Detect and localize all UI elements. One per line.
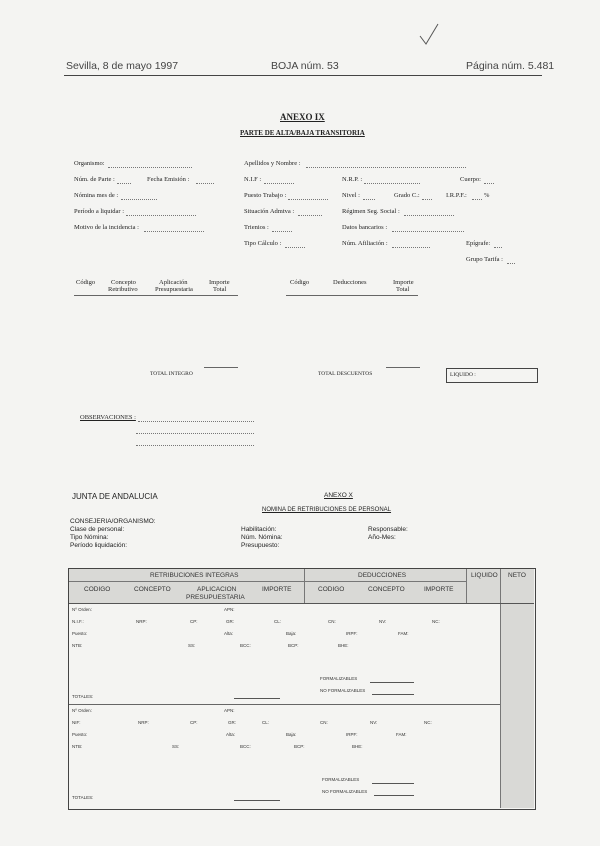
b2-ntb: NTB:: [72, 744, 83, 749]
b1-puesto: Puesto:: [72, 631, 88, 636]
field-epigrafe: Epígrafe:: [466, 240, 491, 247]
b2-fam: FAM:: [396, 732, 407, 737]
b2-nv: NV:: [370, 720, 378, 725]
b1-cn: CN:: [328, 619, 336, 624]
anexo10-field-habilitacion: Habilitación:: [241, 526, 277, 533]
b2-cn: CN:: [320, 720, 328, 725]
field-nif: N.I.F :: [244, 176, 262, 183]
field-irpf: I.R.P.F.:: [446, 192, 467, 199]
anexo10-field-num-nomina: Núm. Nómina:: [241, 534, 283, 541]
header-rule: [64, 75, 542, 76]
field-fecha-emision: Fecha Emisión :: [147, 176, 190, 183]
field-irpf-pct: %: [484, 192, 490, 199]
b1-fam: FAM:: [398, 631, 409, 636]
col-x-ded-importe: IMPORTE: [424, 586, 454, 593]
col-x-concepto: CONCEPTO: [134, 586, 171, 593]
field-nomina-mes: Nómina mes de :: [74, 192, 119, 199]
b1-gr: GR:: [226, 619, 235, 624]
b2-bcp: BCP:: [294, 744, 305, 749]
b1-bhe: BHE:: [338, 643, 349, 648]
col-ded-importe: Importe: [393, 279, 414, 286]
field-cuerpo: Cuerpo:: [460, 176, 481, 183]
anexo10-title: ANEXO X: [324, 492, 353, 499]
col-aplicacion-2: Presupuestaria: [155, 286, 193, 293]
col-concepto: Concepto: [111, 279, 136, 286]
check-mark-scribble: [418, 22, 440, 48]
b2-ss: SS:: [172, 744, 180, 749]
anexo10-field-periodo: Período liquidación:: [70, 542, 128, 549]
group-deducciones: DEDUCCIONES: [358, 572, 407, 579]
b1-alta: Alta:: [224, 631, 234, 636]
anexo10-subtitle: NOMINA DE RETRIBUCIONES DE PERSONAL: [262, 507, 392, 513]
b1-bcc: BCC:: [240, 643, 251, 648]
b2-nif: NIF:: [72, 720, 81, 725]
field-tipo-calculo: Tipo Cálculo :: [244, 240, 282, 247]
field-trienios: Trienios :: [244, 224, 269, 231]
field-organismo: Organismo:: [74, 160, 105, 167]
b2-gr: GR:: [228, 720, 237, 725]
field-puesto: Puesto Trabajo :: [244, 192, 287, 199]
col-importe-2: Total: [213, 286, 227, 293]
b2-bhe: BHE:: [352, 744, 363, 749]
b1-irpf: IRPF:: [346, 631, 358, 636]
b1-formalizables: FORMALIZABLES: [320, 676, 358, 681]
field-num-parte: Núm. de Parte :: [74, 176, 115, 183]
anexo10-field-tipo-nomina: Tipo Nómina:: [70, 534, 109, 541]
col-concepto-2: Retributivo: [108, 286, 138, 293]
b1-baja: Baja:: [286, 631, 297, 636]
col-ded-importe-2: Total: [396, 286, 410, 293]
b1-totales: TOTALES:: [72, 694, 94, 699]
b2-cp: CP:: [190, 720, 198, 725]
field-regimen: Régimen Seg. Social :: [342, 208, 400, 215]
field-nivel: Nivel :: [342, 192, 360, 199]
col-x-ded-concepto: CONCEPTO: [368, 586, 405, 593]
b2-bcc: BCC:: [240, 744, 251, 749]
b2-puesto: Puesto:: [72, 732, 88, 737]
field-datos-bancarios: Datos bancarios :: [342, 224, 388, 231]
b2-totales: TOTALES:: [72, 795, 94, 800]
b2-nrp: NRP:: [138, 720, 149, 725]
group-retribuciones: RETRIBUCIONES INTEGRAS: [150, 572, 239, 579]
b1-nif: N.I.F.:: [72, 619, 84, 624]
anexo10-field-clase: Clase de personal:: [70, 526, 125, 533]
anexo9-title: ANEXO IX: [280, 112, 325, 122]
anexo10-field-presupuesto: Presupuesto:: [241, 542, 280, 549]
col-x-ded-codigo: CODIGO: [318, 586, 345, 593]
col-x-aplicacion-2: PRESUPUESTARIA: [186, 594, 245, 601]
field-grado: Grado C.:: [394, 192, 420, 199]
b1-bcp: BCP:: [288, 643, 299, 648]
b2-cl: CL:: [262, 720, 270, 725]
field-periodo: Período a liquidar :: [74, 208, 125, 215]
col-x-codigo: CODIGO: [84, 586, 111, 593]
b1-nv: NV:: [379, 619, 387, 624]
liquido-label: LIQUIDO :: [450, 372, 476, 378]
field-situacion: Situación Admtva :: [244, 208, 295, 215]
header-page: Página núm. 5.481: [466, 60, 555, 72]
group-liquido: LIQUIDO: [471, 572, 498, 579]
group-neto: NETO: [508, 572, 526, 579]
total-descuentos: TOTAL DESCUENTOS: [318, 371, 373, 377]
field-motivo: Motivo de la incidencia :: [74, 224, 139, 231]
b1-orden: Nº Orden:: [72, 607, 92, 612]
col-importe: Importe: [209, 279, 230, 286]
b1-nrp: NRP:: [136, 619, 147, 624]
anexo10-field-responsable: Responsable:: [368, 526, 408, 533]
b2-nc: NC:: [424, 720, 432, 725]
b1-apn: APN:: [224, 607, 235, 612]
b2-formalizables: FORMALIZABLES: [322, 777, 360, 782]
anexo9-subtitle: PARTE DE ALTA/BAJA TRANSITORIA: [240, 129, 365, 137]
b2-apn: APN:: [224, 708, 235, 713]
nomina-table: [68, 568, 536, 810]
col-x-aplicacion: APLICACION: [197, 586, 237, 593]
b1-cp: CP:: [190, 619, 198, 624]
b1-cl: CL:: [274, 619, 282, 624]
field-num-afiliacion: Núm. Afiliación :: [342, 240, 388, 247]
b2-no-formalizables: NO FORMALIZABLES: [322, 789, 368, 794]
field-nrp: N.R.P. :: [342, 176, 363, 183]
b1-ntb: NTB:: [72, 643, 83, 648]
b1-no-formalizables: NO FORMALIZABLES: [320, 688, 366, 693]
anexo10-org: JUNTA DE ANDALUCIA: [72, 492, 158, 501]
total-integro: TOTAL INTEGRO: [150, 371, 193, 377]
header-journal: BOJA núm. 53: [271, 60, 339, 72]
field-apellidos: Apellidos y Nombre :: [244, 160, 301, 167]
header-date: Sevilla, 8 de mayo 1997: [66, 60, 179, 72]
col-codigo: Código: [76, 279, 96, 286]
col-aplicacion: Aplicación: [159, 279, 188, 286]
anexo10-field-anio-mes: Año-Mes:: [368, 534, 396, 541]
field-grupo-tarifa: Grupo Tarifa :: [466, 256, 503, 263]
b2-orden: Nº Orden:: [72, 708, 92, 713]
observaciones-label: OBSERVACIONES :: [80, 414, 136, 421]
b2-alta: Alta:: [226, 732, 236, 737]
col-x-importe: IMPORTE: [262, 586, 292, 593]
b1-ss: SS:: [188, 643, 196, 648]
col-ded-codigo: Código: [290, 279, 310, 286]
b2-baja: Baja:: [286, 732, 297, 737]
anexo10-field-consejeria: CONSEJERIA/ORGANISMO:: [70, 518, 156, 525]
b2-irpf: IRPF:: [346, 732, 358, 737]
col-deducciones: Deducciones: [333, 279, 367, 286]
b1-nc: NC:: [432, 619, 440, 624]
